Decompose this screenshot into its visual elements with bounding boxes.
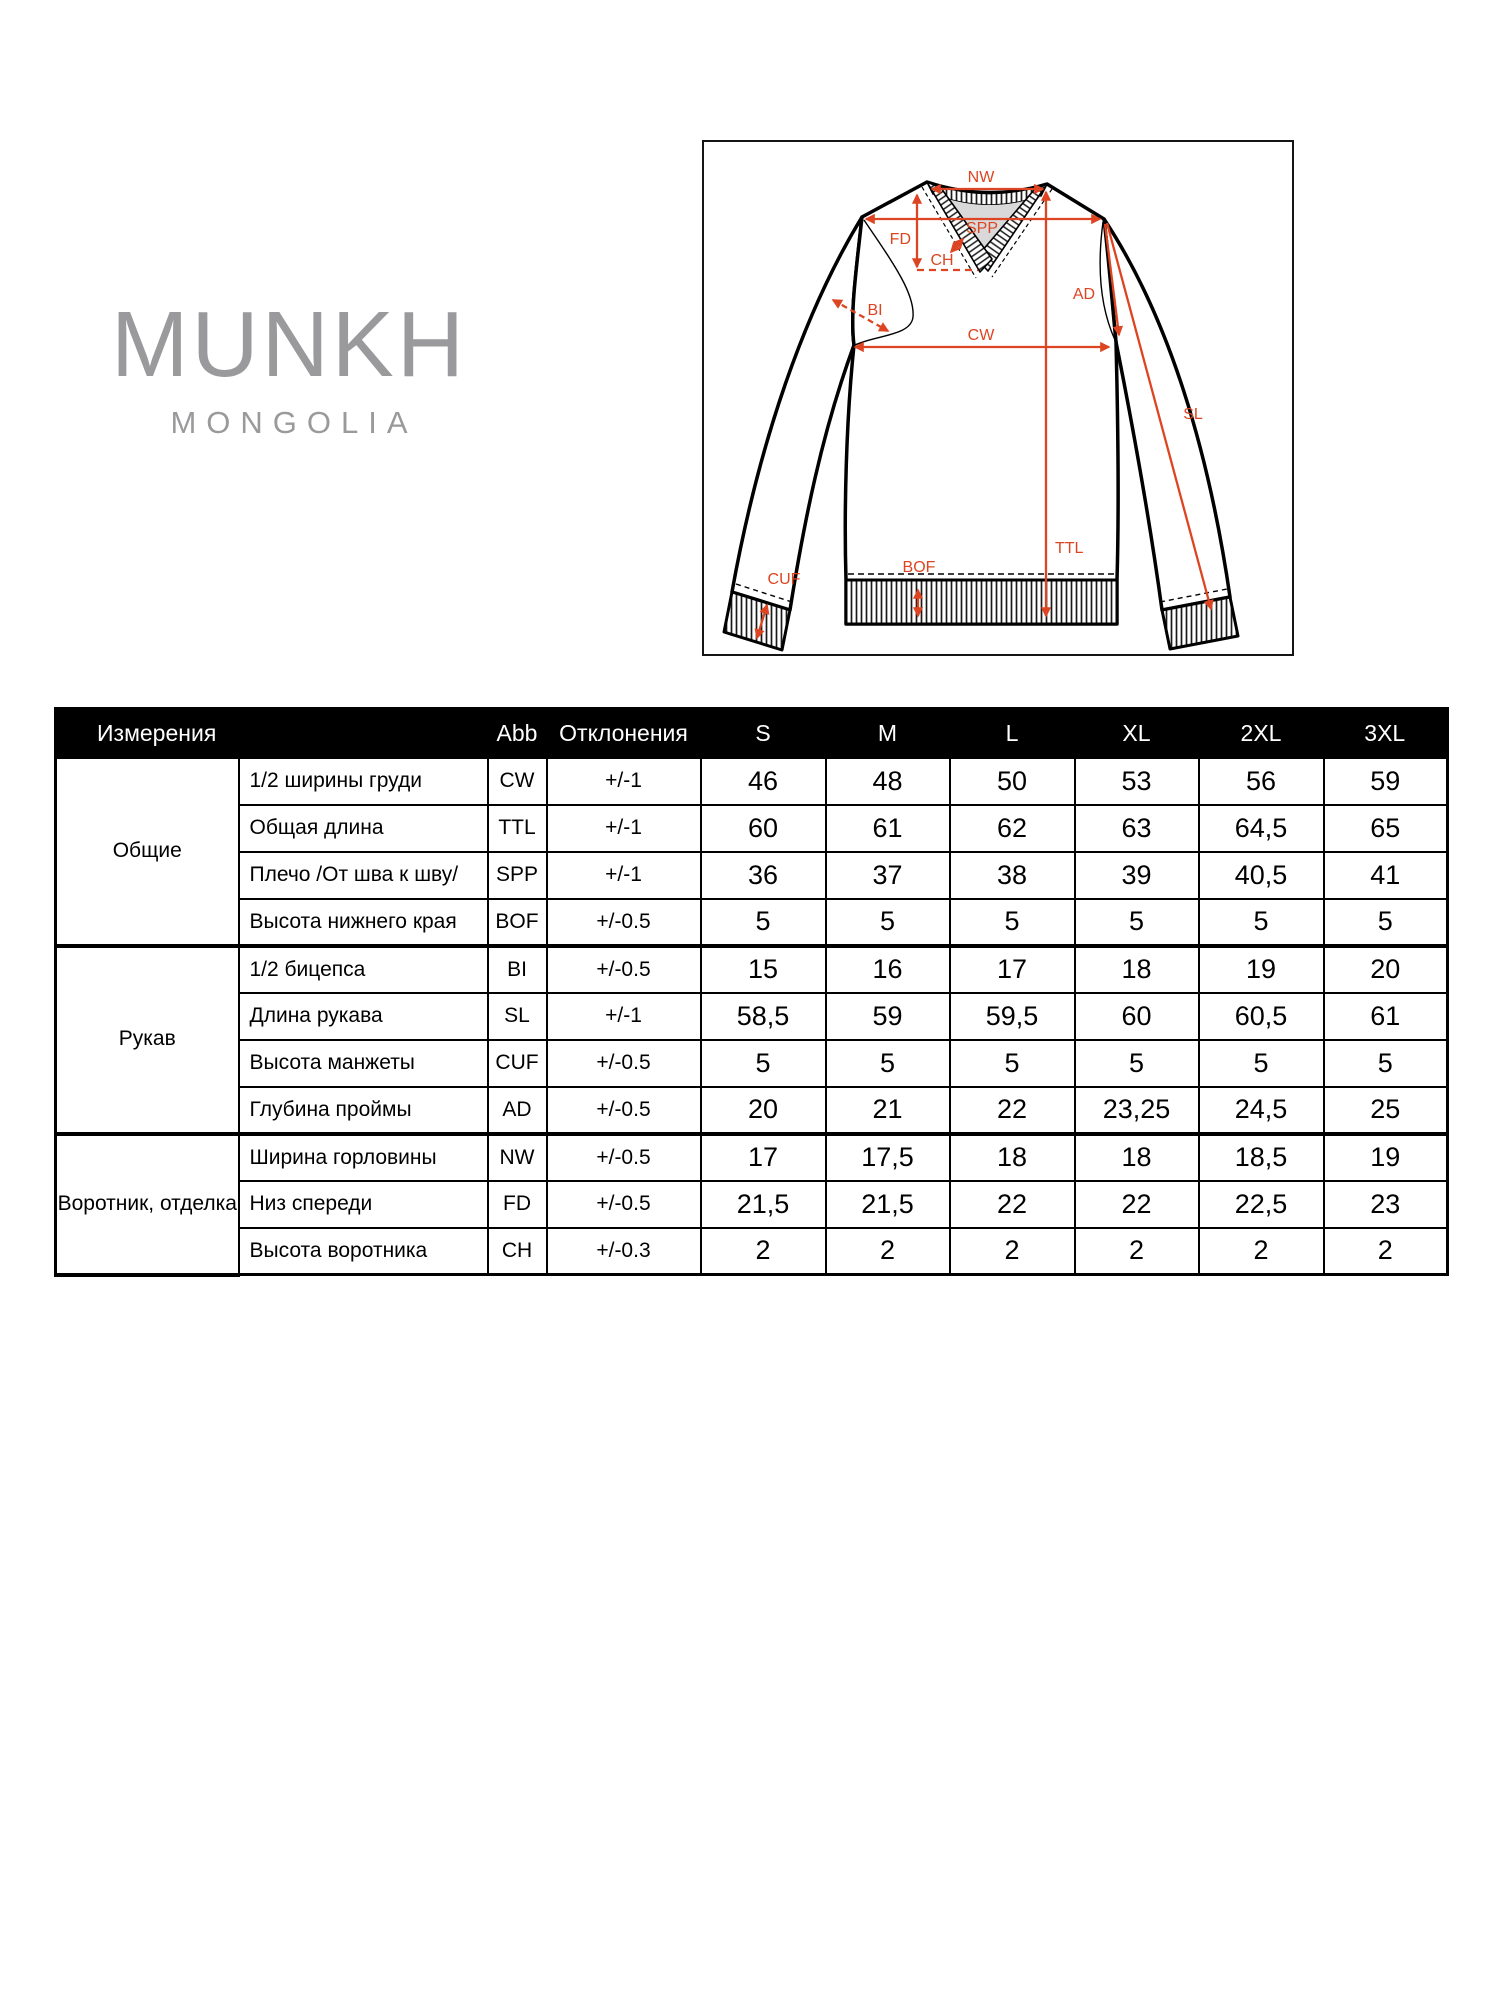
sweater-drawing: [724, 182, 1238, 650]
brand-logo: [103, 292, 475, 441]
value-cell: 5: [701, 899, 826, 946]
measurement-label-cell: Ширина горловины: [239, 1134, 488, 1181]
deviation-cell: +/-0.5: [547, 1181, 701, 1228]
col-header-deviation: Отклонения: [547, 709, 701, 758]
value-cell: 48: [826, 758, 950, 805]
abb-cell: CW: [488, 758, 547, 805]
value-cell: 19: [1324, 1134, 1448, 1181]
value-cell: 20: [1324, 946, 1448, 993]
value-cell: 21,5: [826, 1181, 950, 1228]
measurement-label-cell: Длина рукава: [239, 993, 488, 1040]
fd-label: FD: [889, 231, 911, 248]
deviation-cell: +/-0.5: [547, 1087, 701, 1134]
value-cell: 2: [950, 1228, 1075, 1275]
value-cell: 38: [950, 852, 1075, 899]
abb-cell: SL: [488, 993, 547, 1040]
value-cell: 15: [701, 946, 826, 993]
value-cell: 60: [1075, 993, 1199, 1040]
col-header-size-m: M: [826, 709, 950, 758]
table-header-row: [56, 709, 1448, 758]
value-cell: 64,5: [1199, 805, 1324, 852]
abb-cell: CUF: [488, 1040, 547, 1087]
measurement-label-cell: Высота нижнего края: [239, 899, 488, 946]
value-cell: 22: [950, 1181, 1075, 1228]
col-header-abb: Abb: [488, 709, 547, 758]
measurement-label-cell: Общая длина: [239, 805, 488, 852]
value-cell: 56: [1199, 758, 1324, 805]
value-cell: 2: [826, 1228, 950, 1275]
col-header-size-l: L: [950, 709, 1075, 758]
value-cell: 50: [950, 758, 1075, 805]
value-cell: 5: [1324, 899, 1448, 946]
value-cell: 18: [1075, 1134, 1199, 1181]
col-header-size-3xl: 3XL: [1324, 709, 1448, 758]
cw-label: CW: [967, 327, 995, 344]
deviation-cell: +/-1: [547, 805, 701, 852]
ad-label: AD: [1072, 286, 1096, 303]
value-cell: 24,5: [1199, 1087, 1324, 1134]
abb-cell: AD: [488, 1087, 547, 1134]
value-cell: 59: [1324, 758, 1448, 805]
table-row-fd: [56, 1181, 1448, 1228]
value-cell: 2: [1199, 1228, 1324, 1275]
table-row-cw: [56, 758, 1448, 805]
table-row-bi: [56, 946, 1448, 993]
size-table: [54, 707, 1449, 1277]
value-cell: 61: [826, 805, 950, 852]
deviation-cell: +/-0.5: [547, 1040, 701, 1087]
abb-cell: BI: [488, 946, 547, 993]
table-row-cuf: [56, 1040, 1448, 1087]
value-cell: 60: [701, 805, 826, 852]
ch-label: CH: [930, 252, 954, 269]
value-cell: 5: [826, 899, 950, 946]
group-cell-collar: Воротник, отделка: [56, 1134, 239, 1275]
brand-name: MUNKH: [111, 292, 467, 396]
col-header-size-2xl: 2XL: [1199, 709, 1324, 758]
value-cell: 40,5: [1199, 852, 1324, 899]
value-cell: 23,25: [1075, 1087, 1199, 1134]
value-cell: 58,5: [701, 993, 826, 1040]
abb-cell: FD: [488, 1181, 547, 1228]
table-row-ch: [56, 1228, 1448, 1275]
table-row-nw: [56, 1134, 1448, 1181]
value-cell: 5: [1199, 1040, 1324, 1087]
value-cell: 18,5: [1199, 1134, 1324, 1181]
value-cell: 61: [1324, 993, 1448, 1040]
value-cell: 2: [1075, 1228, 1199, 1275]
value-cell: 53: [1075, 758, 1199, 805]
measurement-label-cell: Высота воротника: [239, 1228, 488, 1275]
bi-label: BI: [867, 302, 883, 319]
bof-label: BOF: [902, 559, 936, 576]
abb-cell: SPP: [488, 852, 547, 899]
brand-subtitle: MONGOLIA: [170, 405, 418, 440]
group-cell-sleeve: Рукав: [56, 946, 239, 1134]
value-cell: 36: [701, 852, 826, 899]
cuf-label: CUF: [767, 571, 801, 588]
value-cell: 18: [950, 1134, 1075, 1181]
value-cell: 5: [1075, 1040, 1199, 1087]
deviation-cell: +/-0.5: [547, 946, 701, 993]
value-cell: 5: [950, 899, 1075, 946]
value-cell: 22: [950, 1087, 1075, 1134]
value-cell: 39: [1075, 852, 1199, 899]
deviation-cell: +/-1: [547, 852, 701, 899]
value-cell: 25: [1324, 1087, 1448, 1134]
value-cell: 5: [1075, 899, 1199, 946]
value-cell: 60,5: [1199, 993, 1324, 1040]
value-cell: 22: [1075, 1181, 1199, 1228]
value-cell: 59: [826, 993, 950, 1040]
deviation-cell: +/-0.5: [547, 1134, 701, 1181]
value-cell: 21: [826, 1087, 950, 1134]
value-cell: 5: [950, 1040, 1075, 1087]
spp-label: SPP: [965, 220, 999, 237]
value-cell: 37: [826, 852, 950, 899]
table-row-ttl: [56, 805, 1448, 852]
value-cell: 21,5: [701, 1181, 826, 1228]
sweater-diagram-svg: [704, 142, 1292, 654]
col-header-measurements: Измерения: [56, 709, 488, 758]
measurement-label-cell: Плечо /От шва к шву/: [239, 852, 488, 899]
abb-cell: BOF: [488, 899, 547, 946]
sl-label: SL: [1183, 406, 1203, 423]
measurement-label-cell: 1/2 бицепса: [239, 946, 488, 993]
value-cell: 62: [950, 805, 1075, 852]
value-cell: 5: [1199, 899, 1324, 946]
value-cell: 41: [1324, 852, 1448, 899]
hem-band: [846, 580, 1117, 624]
col-header-size-s: S: [701, 709, 826, 758]
table-row-spp: [56, 852, 1448, 899]
value-cell: 5: [1324, 1040, 1448, 1087]
value-cell: 19: [1199, 946, 1324, 993]
measurement-label-cell: Низ спереди: [239, 1181, 488, 1228]
value-cell: 17,5: [826, 1134, 950, 1181]
value-cell: 22,5: [1199, 1181, 1324, 1228]
table-row-bof: [56, 899, 1448, 946]
deviation-cell: +/-0.3: [547, 1228, 701, 1275]
value-cell: 63: [1075, 805, 1199, 852]
table-row-ad: [56, 1087, 1448, 1134]
nw-label: NW: [967, 169, 995, 186]
deviation-cell: +/-1: [547, 993, 701, 1040]
value-cell: 5: [826, 1040, 950, 1087]
value-cell: 46: [701, 758, 826, 805]
measurement-label-cell: Глубина проймы: [239, 1087, 488, 1134]
value-cell: 20: [701, 1087, 826, 1134]
table-row-sl: [56, 993, 1448, 1040]
value-cell: 59,5: [950, 993, 1075, 1040]
value-cell: 17: [950, 946, 1075, 993]
ttl-label: TTL: [1055, 540, 1084, 557]
abb-cell: TTL: [488, 805, 547, 852]
left-sleeve: [732, 217, 862, 610]
value-cell: 23: [1324, 1181, 1448, 1228]
sweater-measurement-diagram: [702, 140, 1294, 656]
measurement-label-cell: 1/2 ширины груди: [239, 758, 488, 805]
abb-cell: NW: [488, 1134, 547, 1181]
deviation-cell: +/-0.5: [547, 899, 701, 946]
value-cell: 16: [826, 946, 950, 993]
col-header-size-xl: XL: [1075, 709, 1199, 758]
value-cell: 17: [701, 1134, 826, 1181]
measurement-label-cell: Высота манжеты: [239, 1040, 488, 1087]
value-cell: 2: [701, 1228, 826, 1275]
value-cell: 5: [701, 1040, 826, 1087]
value-cell: 2: [1324, 1228, 1448, 1275]
group-cell-general: Общие: [56, 758, 239, 946]
value-cell: 65: [1324, 805, 1448, 852]
value-cell: 18: [1075, 946, 1199, 993]
abb-cell: CH: [488, 1228, 547, 1275]
deviation-cell: +/-1: [547, 758, 701, 805]
